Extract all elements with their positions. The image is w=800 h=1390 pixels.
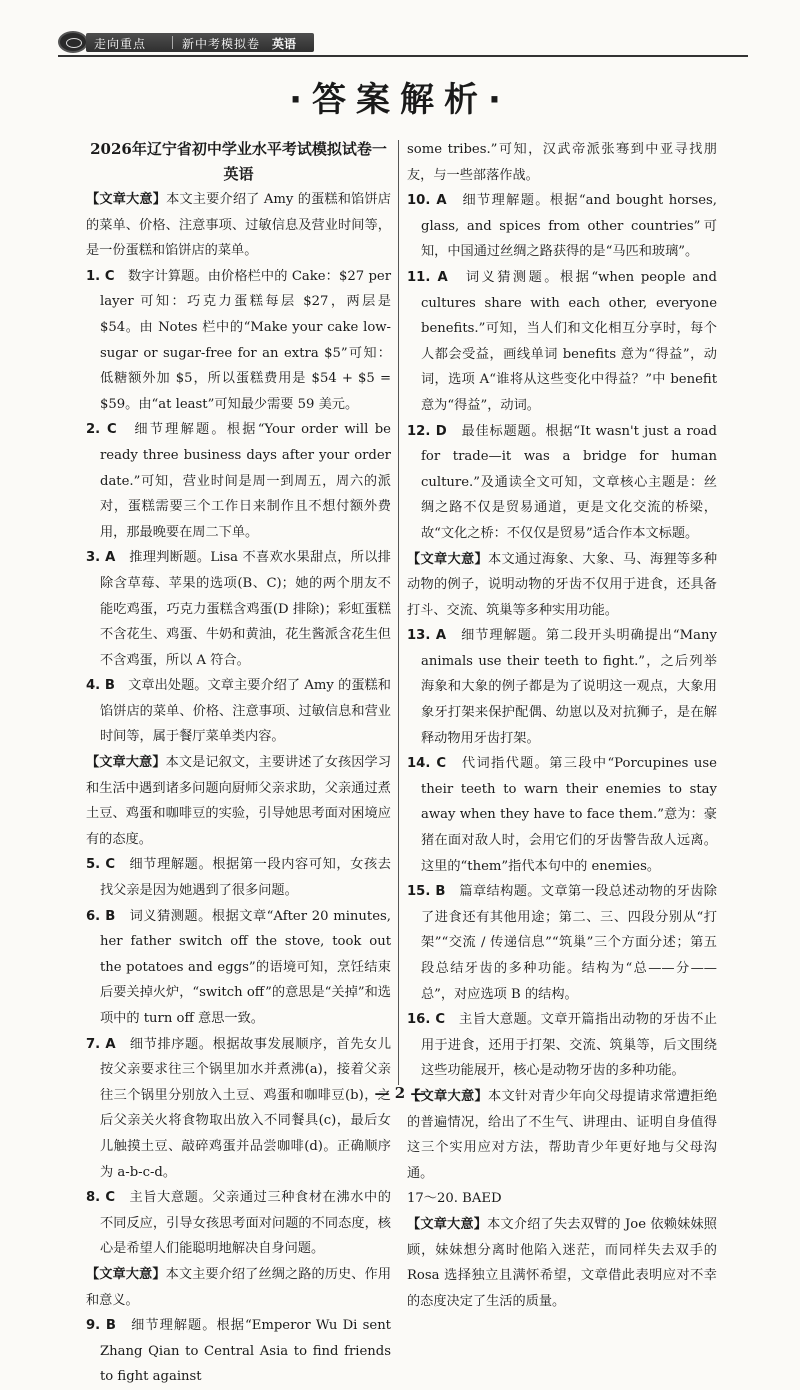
subject-label: 英语 [272,37,297,51]
answer-number: 2. C [86,422,117,438]
answer-item: 15. B 篇章结构题。文章第一段总述动物的牙齿除了进食还有其他用途；第二、三、四段分别从“打架”“交流 / 传递信息”“筑巢”三个方面分述；第五段总结牙齿的多种功能。结构为“总——分——总”，对应选项 B 的结构。 [407,884,717,1002]
answer-item: 6. B 词义猜测题。根据文章“After 20 minutes, her father switch off the stove, took out the potatoes and eggs”的语境可知，烹饪结束后要关掉火炉，“switch off”的意思是“关掉”和选项中的 turn off 意思一致。 [86,908,391,1026]
answer-item: 11. A 词义猜测题。根据“when people and cultures share with each other, everyone benefits.”可知，当人们和文化相互分享时，每个人都会受益，画线单词 benefits 意为“得益”，动词，选项 A“谁将从这些变化中得益？”中 benefit 意为“得益”，动词。 [407,269,717,413]
answer-number: 3. A [86,550,116,566]
answer-item: 7. A 细节排序题。根据故事发展顺序，首先女儿按父亲要求往三个锅里加水并煮沸(a)，接着父亲往三个锅里分别放入土豆、鸡蛋和咖啡豆(b)，之后父亲关火将食物取出放入不同餐具(c)，最后女儿触摸土豆、敲碎鸡蛋并品尝咖啡(d)。正确顺序为 a-b-c-d。 [86,1036,392,1180]
left-column [86,137,391,1390]
page-header [58,30,358,56]
column-divider [398,140,399,1085]
answer-item: 8. C 主旨大意题。父亲通过三种食材在沸水中的不同反应，引导女孩思考面对问题的不同态度，核心是希望人们能聪明地解决自身问题。 [86,1190,391,1257]
series-label: 走向重点 [94,37,147,51]
answer-item: 9. B 细节理解题。根据“Emperor Wu Di sent Zhang Qian to Central Asia to find friends to fight against [86,1318,391,1385]
summary-label: 【文章大意】 [407,1216,488,1232]
summary-label: 【文章大意】 [86,1266,166,1282]
summary-label: 【文章大意】 [86,755,166,771]
answer-number: 11. A [407,269,448,285]
page-title: ·答案解析· [289,80,511,120]
answer-number: 4. B [86,678,115,694]
answer-item: 3. A 推理判断题。Lisa 不喜欢水果甜点，所以排除含草莓、苹果的选项(B、C)；她的两个朋友不能吃鸡蛋，巧克力蛋糕含鸡蛋(D 排除)；彩虹蛋糕不含花生、鸡蛋、牛奶和黄油，花生酱派含花生但不含鸡蛋，所以 A 符合。 [86,550,391,668]
answer-item: 1. C 数字计算题。由价格栏中的 Cake：$27 per layer 可知：巧克力蛋糕每层 $27，两层是 $54。由 Notes 栏中的“Make your cake low-sugar or sugar-free for an extra $5”可知：低糖额外加 $5，所以蛋糕费用是 $54 + $5 = $59。由“at least”可知最少需要 59 美元。 [86,268,391,412]
answer-number: 6. B [86,908,116,924]
header-divider [172,36,173,49]
answer-number: 13. A [407,628,447,644]
answer-item: 5. C 细节理解题。根据第一段内容可知，女孩去找父亲是因为她遇到了很多问题。 [86,857,391,899]
article-summary: 【文章大意】本文主要介绍了 Amy 的蛋糕和馅饼店的菜单、价格、注意事项、过敏信息及营业时间等，是一份蛋糕和馅饼店的菜单。 [86,192,391,259]
right-column [407,137,717,1314]
article-summary: 【文章大意】本文介绍了失去双臂的 Joe 依赖妹妹照顾，妹妹想分离时他陷入迷茫，而同样失去双手的 Rosa 选择独立且满怀希望，文章借此表明应对不幸的态度决定了生活的质量。 [407,1216,717,1309]
answer-number: 5. C [86,857,116,873]
answer-item: 13. A 细节理解题。第二段开头明确提出“Many animals use their teeth to fight.”，之后列举海象和大象的例子都是为了说明这一观点，大象用象牙打架来保护配偶、幼崽以及对抗狮子，是在解释动物用牙齿打架。 [407,628,717,746]
answer-item: 10. A 细节理解题。根据“and bought horses, glass, and spices from other countries”可知，中国通过丝绸之路获得的是“马匹和玻璃”。 [407,193,717,260]
answer-item: 14. C 代词指代题。第三段中“Porcupines use their teeth to warn their enemies to stay away when they have to face them.”意为：豪猪在面对敌人时，会用它们的牙齿警告敌人远离。这里的“them”指代本句中的 enemies。 [407,756,717,874]
paper-title-line1: 2026年辽宁省初中学业水平考试模拟试卷一 [90,140,387,158]
answer-number: 16. C [407,1012,446,1028]
summary-label: 【文章大意】 [407,551,488,567]
logo-icon [58,31,88,53]
answer-number: 10. A [407,193,447,209]
right-column-body [407,137,717,1314]
answer-number: 8. C [86,1190,116,1206]
answer-number: 1. C [86,268,115,284]
answer-key: 17～20. BAED [407,1191,502,1207]
summary-label: 【文章大意】 [86,192,167,207]
article-summary: 【文章大意】本文是记叙文，主要讲述了女孩因学习和生活中遇到诸多问题向厨师父亲求助，父亲通过煮土豆、鸡蛋和咖啡豆的实验，引导她思考面对困境应有的态度。 [86,755,392,847]
answer-item: 2. C 细节理解题。根据“Your order will be ready three business days after your order date.”可知，营业时间是周一到周五，周六的派对，蛋糕需要三个工作日来制作且不想付额外费用，那最晚要在周二下单。 [86,422,391,540]
page-number: — 2 — [374,1084,426,1102]
header-rule [58,55,748,57]
answer-item: 12. D 最佳标题题。根据“It wasn't just a road for trade—it was a bridge for human culture.”及通读全文可知，文章核心主题是：丝绸之路不仅是贸易通道，更是文化交流的桥梁，故“文化之桥：不仅仅是贸易”适合作本文标题。 [407,423,717,541]
answer-number: 7. A [86,1036,116,1052]
article-summary: 【文章大意】本文通过海象、大象、马、海狸等多种动物的例子，说明动物的牙齿不仅用于进食，还具备打斗、交流、筑巢等多种实用功能。 [407,551,718,618]
summary-label: 【文章大意】 [407,1088,488,1104]
paper-title-line2: 英语 [223,165,254,183]
answer-item: 16. C 主旨大意题。文章开篇指出动物的牙齿不止用于进食，还用于打架、交流、筑巢等，后文围绕这些功能展开，核心是动物牙齿的多种功能。 [407,1012,717,1079]
answer-number: 14. C [407,756,446,772]
article-summary: 【文章大意】本文主要介绍了丝绸之路的历史、作用和意义。 [86,1266,392,1308]
left-column-body [86,187,391,1390]
answer-number: 9. B [86,1318,116,1334]
answer-number: 12. D [407,423,447,439]
answer-item: 4. B 文章出处题。文章主要介绍了 Amy 的蛋糕和馅饼店的菜单、价格、注意事项、过敏信息和营业时间等，属于餐厅菜单类内容。 [86,678,391,745]
answer-number: 15. B [407,884,446,900]
article-summary: 【文章大意】本文针对青少年向父母提请求常遭拒绝的普遍情况，给出了不生气、讲理由、证明自身值得这三个实用应对方法，帮助青少年更好地与父母沟通。 [407,1088,718,1181]
continued-text: some tribes.”可知，汉武帝派张骞到中亚寻找朋友，与一些部落作战。 [407,142,717,183]
book-name: 新中考模拟卷 [182,37,261,51]
